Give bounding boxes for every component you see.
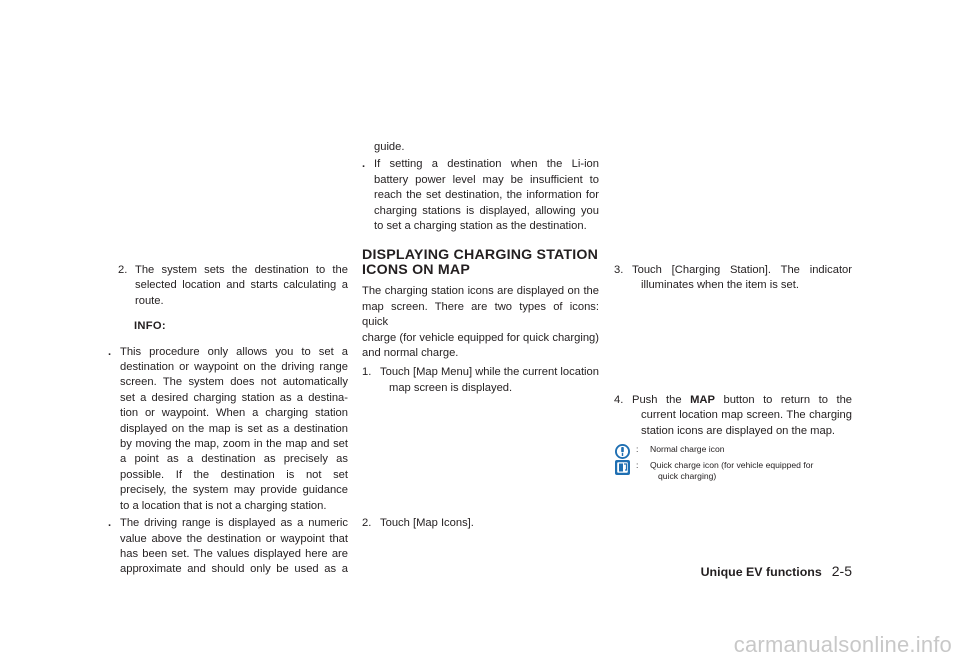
text-line: and normal charge. [362,347,459,360]
bullet-driving-range-note [108,516,348,578]
text-line: possible. If the destination is not set [120,468,348,481]
text-line: This procedure only allows you to set a [120,345,348,358]
text-line: set a desired charging station as a destina- [120,391,348,404]
text-fragment: Push the [632,393,682,406]
section-heading [362,248,599,278]
quick-charge-icon [614,459,631,476]
legend-text: Quick charge icon (for vehicle equipped for [650,459,814,470]
text-line: tion or waypoint. When a charging station [120,407,348,420]
bullet-procedure-note [108,345,348,514]
text-line: precisely, the system may provide guidance [120,484,348,497]
text-line: to a location that is not a charging station. [120,499,327,512]
step-number: 2. [118,264,128,276]
legend-text: quick charging) [658,470,717,481]
heading-line: DISPLAYING CHARGING STATION [362,247,599,264]
step-2-destination [108,263,348,309]
page-footer [701,563,852,579]
page-number: 2-5 [831,563,852,579]
text-line: reach the set destination, the information for [374,189,599,202]
text-line: route. [135,294,164,307]
text-line: has been set. The values displayed here are [120,547,348,560]
legend-colon: : [636,444,639,455]
watermark: carmanualsonline.info [733,632,952,657]
step-3-charging-station [614,263,852,294]
text-line: destination or waypoint on the driving range [120,361,348,374]
text-line: a point as a destination as precisely as [120,453,348,466]
text-line: charging stations is displayed, allowing you [374,204,599,217]
bullet-dot: . [362,158,366,171]
heading-line: ICONS ON MAP [362,262,471,279]
normal-charge-legend [614,444,852,455]
quick-charge-legend [614,460,852,482]
text-line: to set a charging station as the destination. [374,220,587,233]
text-line: battery power level may be insufficient to [374,173,599,186]
text-line: The driving range is displayed as a numeric [120,517,348,530]
text-line: The charging station icons are displayed on the [362,285,599,298]
text-line: Touch [Map Menu] while the current location [380,366,599,379]
step-number: 4. [614,393,624,406]
text-line: Touch [Charging Station]. The indicator [632,264,852,276]
text-line: approximate and should only be used as a [120,563,348,576]
step-number: 3. [614,264,624,276]
section-title: Unique EV functions [700,565,822,579]
text-line: station icons are displayed on the map. [641,424,836,437]
bullet-guide-continuation [362,140,599,155]
map-button-label: MAP [690,393,715,406]
bullet-li-ion-note [362,157,599,234]
text-line: displayed on the map is set as a destination [120,422,348,435]
left-column [108,263,348,578]
text-line [632,393,852,408]
right-column [614,263,852,481]
step-2-map-icons [362,516,599,531]
step-4-map-button [614,393,852,439]
normal-charge-icon [614,443,631,460]
legend-colon: : [636,459,639,470]
bullet-dot: . [108,345,112,358]
text-line: charge (for vehicle equipped for quick charging) [362,331,599,344]
text-line: map screen is displayed. [389,381,513,394]
text-line: value above the destination or waypoint that [120,532,348,545]
text-line: current location map screen. The charging [641,409,852,422]
step-number: 2. [362,517,372,530]
step-number: 1. [362,366,372,379]
legend-text: Normal charge icon [650,444,725,455]
step-1-map-menu [362,365,599,396]
text-line: illuminates when the item is set. [641,279,799,292]
text-fragment: button to return to the [723,393,853,406]
info-label: INFO: [134,320,166,333]
text-line: map screen. There are two types of icons: quick [362,300,599,329]
text-line: by moving the map, zoom in the map and set [120,438,348,451]
text-line: screen. The system does not automatically [120,376,348,389]
text-line: guide. [374,141,405,153]
text-line: selected location and starts calculating a [135,279,348,292]
intro-paragraph [362,284,599,361]
middle-column [362,140,599,532]
text-line: Touch [Map Icons]. [380,517,474,530]
bullet-dot: . [108,517,112,530]
text-line: The system sets the destination to the [135,264,348,276]
text-line: If setting a destination when the Li-ion [374,158,599,171]
